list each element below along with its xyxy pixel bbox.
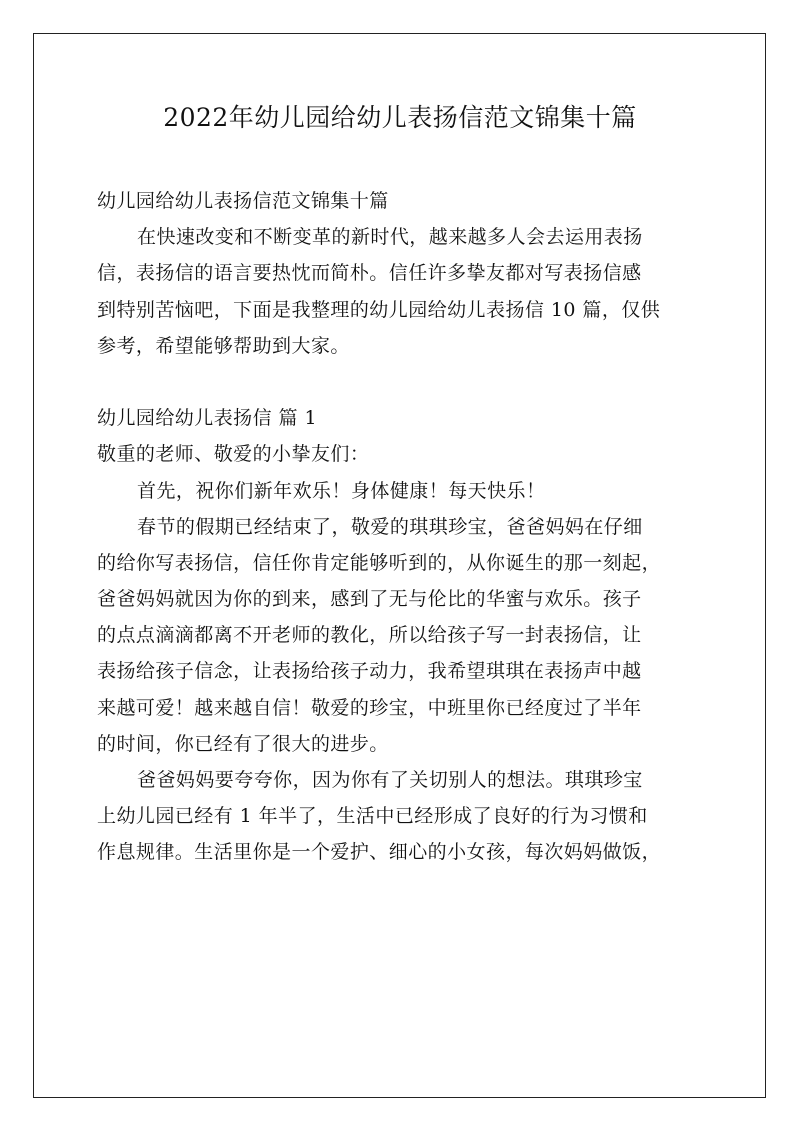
- document-body: [97, 183, 709, 871]
- text-line: 在快速改变和不断变革的新时代，越来越多人会去运用表扬: [137, 226, 643, 249]
- text-line: 春节的假期已经结束了，敬爱的琪琪珍宝，爸爸妈妈在仔细: [137, 515, 643, 538]
- text-line: 幼儿园给幼儿表扬信 篇 1: [97, 407, 318, 430]
- text-line: 爸爸妈妈就因为你的到来，感到了无与伦比的华蜜与欢乐。孩子: [97, 588, 642, 611]
- text-line: 表扬给孩子信念，让表扬给孩子动力，我希望琪琪在表扬声中越: [97, 660, 642, 683]
- text-line: 信，表扬信的语言要热忱而简朴。信任许多挚友都对写表扬信感: [97, 262, 642, 285]
- text-line: 作息规律。生活里你是一个爱护、细心的小女孩，每次妈妈做饭，: [97, 841, 662, 864]
- text-line: 来越可爱！越来越自信！敬爱的珍宝，中班里你已经度过了半年: [97, 696, 642, 719]
- blank-line: [97, 364, 709, 400]
- text-line: 上幼儿园已经有 1 年半了，生活中已经形成了良好的行为习惯和: [97, 805, 648, 828]
- text-line: 的时间，你已经有了很大的进步。: [97, 732, 389, 755]
- text-line: 参考，希望能够帮助到大家。: [97, 334, 350, 357]
- text-line: 爸爸妈妈要夸夸你，因为你有了关切别人的想法。琪琪珍宝: [137, 769, 643, 791]
- text-line: 首先，祝你们新年欢乐！身体健康！每天快乐！: [137, 479, 546, 502]
- text-line: 的点点滴滴都离不开老师的教化，所以给孩子写一封表扬信，让: [97, 624, 642, 647]
- text-line: 的给你写表扬信，信任你肯定能够听到的，从你诞生的那一刻起，: [97, 551, 662, 574]
- text-line: 幼儿园给幼儿表扬信范文锦集十篇: [97, 190, 389, 212]
- text-line: 敬重的老师、敬爱的小挚友们：: [97, 443, 370, 466]
- text-line: 到特别苦恼吧，下面是我整理的幼儿园给幼儿表扬信 10 篇，仅供: [97, 298, 661, 321]
- document-title: 2022年幼儿园给幼儿表扬信范文锦集十篇: [163, 103, 637, 132]
